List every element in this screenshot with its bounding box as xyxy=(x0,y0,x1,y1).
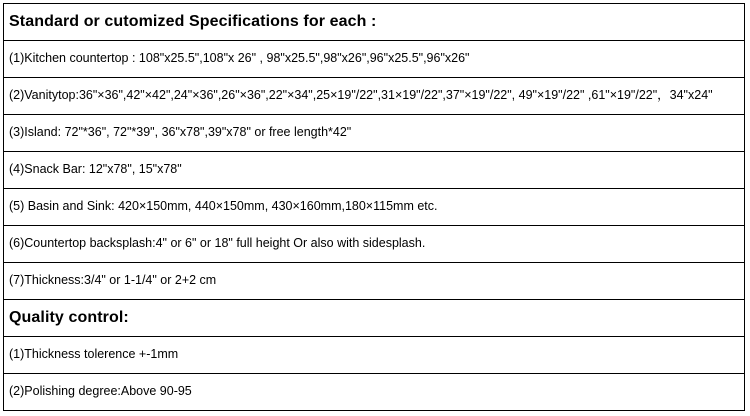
table-row xyxy=(4,115,745,152)
spec-item-island: (3)Island: 72"*36", 72"*39", 36"x78",39"x78" or free length*42" xyxy=(4,115,745,152)
table-row xyxy=(4,4,745,41)
quality-item-polishing-degree: (2)Polishing degree:Above 90-95 xyxy=(4,374,745,411)
quality-item-thickness-tolerance: (1)Thickness tolerence +-1mm xyxy=(4,337,745,374)
quality-control-heading: Quality control: xyxy=(4,300,745,337)
table-row xyxy=(4,337,745,374)
spec-item-snack-bar: (4)Snack Bar: 12"x78", 15"x78" xyxy=(4,152,745,189)
spec-item-vanitytop: (2)Vanitytop:36"×36",42"×42",24"×36",26"×36",22"×34",25×19"/22",31×19"/22",37"×19"/22", 49"×19"/22" ,61"×19"/22"，34"x24" xyxy=(4,78,745,115)
spec-item-basin-and-sink: (5) Basin and Sink: 420×150mm, 440×150mm, 430×160mm,180×115mm etc. xyxy=(4,189,745,226)
table-row xyxy=(4,374,745,411)
specifications-heading: Standard or cutomized Specifications for each : xyxy=(4,4,745,41)
spec-item-backsplash: (6)Countertop backsplash:4" or 6" or 18" full height Or also with sidesplash. xyxy=(4,226,745,263)
table-row xyxy=(4,300,745,337)
table-row xyxy=(4,41,745,78)
table-row xyxy=(4,78,745,115)
spec-item-kitchen-countertop: (1)Kitchen countertop : 108"x25.5",108"x 26" , 98"x25.5",98"x26",96"x25.5",96"x26" xyxy=(4,41,745,78)
table-row xyxy=(4,189,745,226)
table-row xyxy=(4,263,745,300)
table-row xyxy=(4,226,745,263)
specifications-table-body xyxy=(4,4,745,411)
table-row xyxy=(4,152,745,189)
spec-item-thickness: (7)Thickness:3/4" or 1-1/4" or 2+2 cm xyxy=(4,263,745,300)
specifications-table xyxy=(3,3,745,411)
